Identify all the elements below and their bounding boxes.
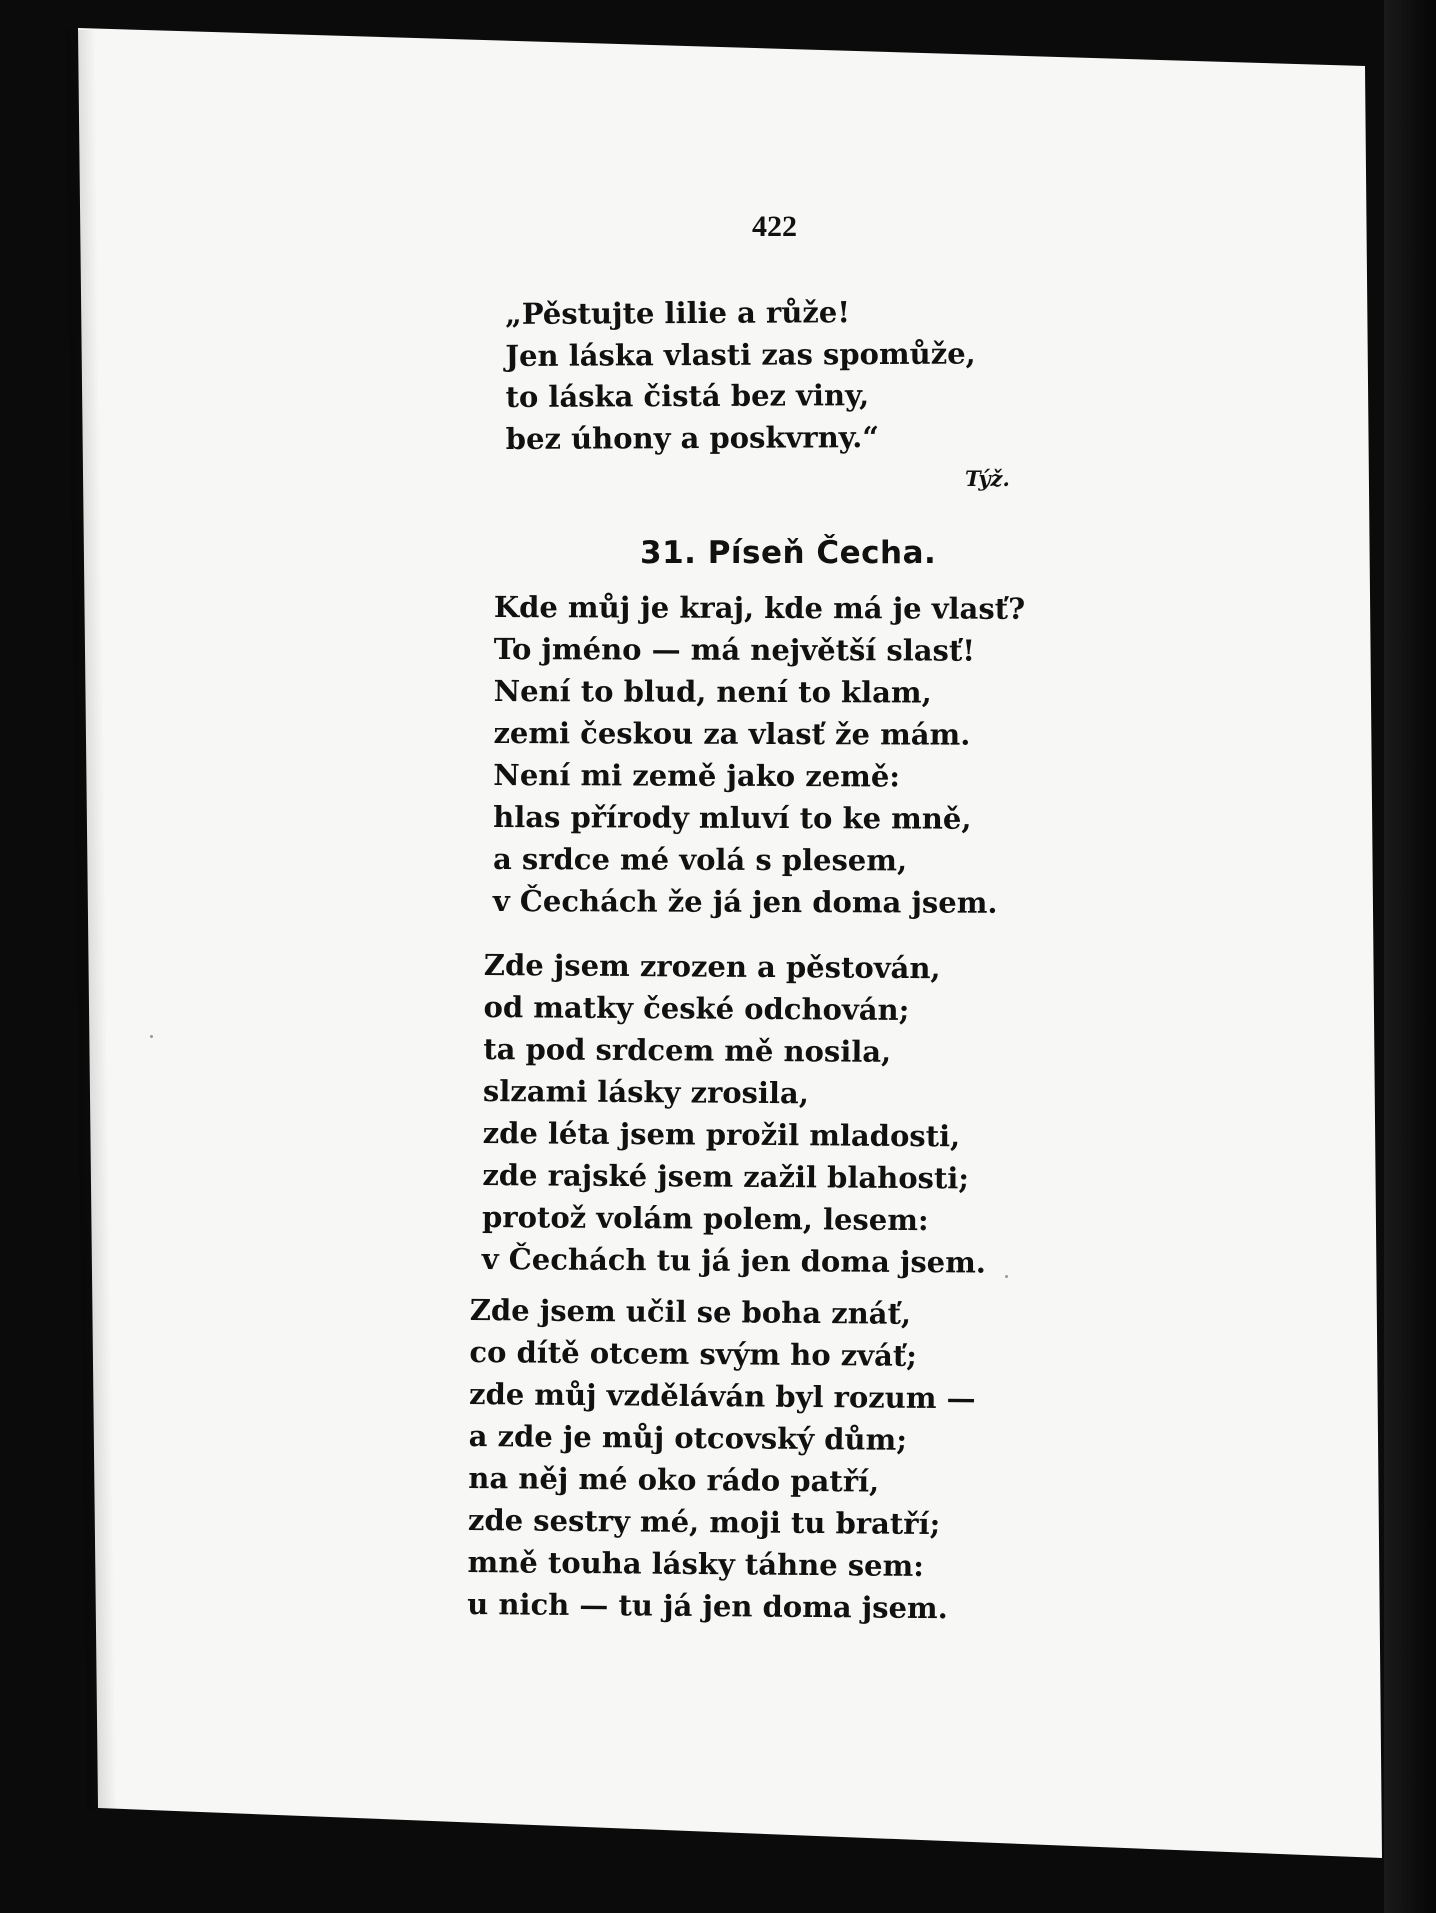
stanza-3 <box>467 1289 976 1629</box>
stanza-1 <box>493 586 1025 924</box>
verse-line: zde rajské jsem zažil blahosti; <box>482 1157 970 1196</box>
author-attribution: Týž. <box>965 466 1010 491</box>
verse-line: hlas přírody mluví to ke mně, <box>493 799 972 836</box>
verse-line: ta pod srdcem mě nosila, <box>483 1031 892 1069</box>
verse-line: na něj mé oko rádo patří, <box>468 1460 880 1499</box>
poem-title: 31. Píseň Čecha. <box>640 535 937 571</box>
verse-line: zde sestry mé, moji tu bratří; <box>467 1502 941 1542</box>
verse-line: mně touha lásky táhne sem: <box>467 1544 925 1583</box>
verse-line: Zde jsem učil se boha znáť, <box>469 1292 912 1331</box>
verse-line: zde můj vzděláván byl rozum — <box>468 1376 976 1416</box>
verse-line: v Čechách že já jen doma jsem. <box>492 883 998 920</box>
verse-line: Jen láska vlasti zas spomůže, <box>505 336 976 373</box>
verse-line: To jméno — má největší slasť! <box>493 631 976 668</box>
scan-speck <box>150 1035 153 1038</box>
verse-line: bez úhony a poskvrny.“ <box>505 419 880 456</box>
stanza-2 <box>482 944 989 1284</box>
verse-line: co dítě otcem svým ho zváť; <box>469 1334 918 1373</box>
verse-line: zde léta jsem prožil mladosti, <box>482 1115 961 1154</box>
verse-line: Není mi země jako země: <box>493 757 901 794</box>
verse-line: a zde je můj otcovský dům; <box>468 1418 908 1457</box>
verse-line: Kde můj je kraj, kde má je vlasť? <box>493 590 1026 626</box>
verse-line: v Čechách tu já jen doma jsem. <box>481 1241 987 1280</box>
verse-line: protož volám polem, lesem: <box>481 1199 929 1238</box>
scan-speck <box>1005 1275 1008 1278</box>
page-number: 422 <box>752 210 797 243</box>
verse-line: u nich — tu já jen doma jsem. <box>467 1586 948 1626</box>
verse-line: zemi českou za vlasť že mám. <box>493 715 971 752</box>
binding-shadow <box>1384 0 1436 1913</box>
verse-line: to láska čistá bez viny, <box>505 378 870 414</box>
previous-poem-ending <box>505 292 976 460</box>
verse-line: slzami lásky zrosila, <box>482 1073 810 1111</box>
verse-line: a srdce mé volá s plesem, <box>492 841 908 878</box>
verse-line: Není to blud, není to klam, <box>493 673 932 710</box>
verse-line: „Pěstujte lilie a růže! <box>505 295 851 331</box>
verse-line: od matky české odchován; <box>483 989 910 1027</box>
verse-line: Zde jsem zrozen a pěstován, <box>483 947 941 986</box>
